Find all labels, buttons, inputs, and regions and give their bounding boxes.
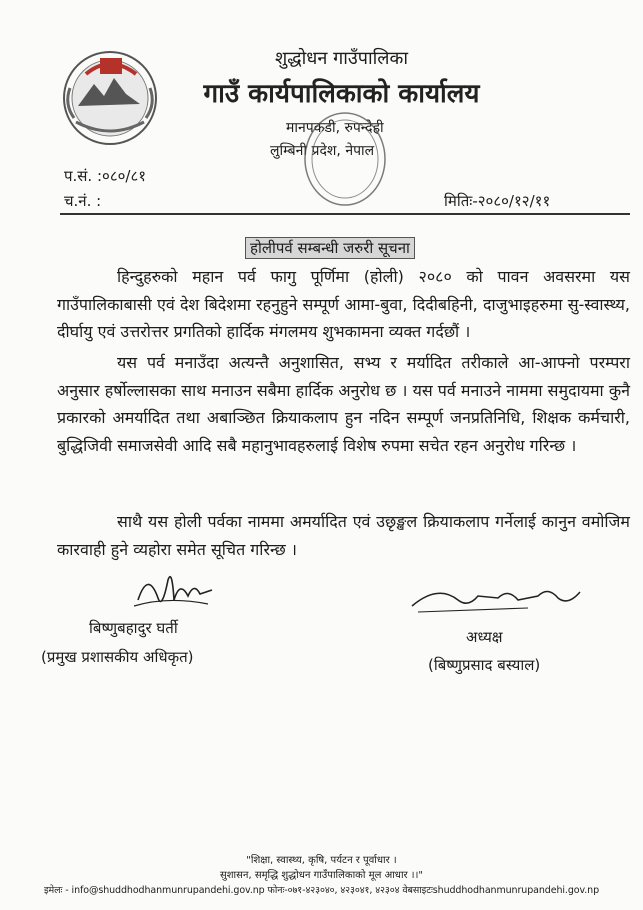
signature-left-icon	[128, 560, 218, 620]
subject-line: होलीपर्व सम्बन्धी जरुरी सूचना	[245, 237, 415, 259]
office-stamp-icon	[303, 110, 387, 208]
office-title: गाउँ कार्यपालिकाको कार्यालय	[203, 79, 480, 109]
office-name: शुद्धोधन गाउँपालिका	[275, 48, 408, 69]
dispatch-number: च.नं. :	[64, 192, 102, 210]
body-paragraph-1: हिन्दुहरुको महान पर्व फागु पूर्णिमा (होली) २०८० को पावन अवसरमा यस गाउँपालिकाबासी एवं देश बिदेशमा रहनुहुने सम्पूर्ण आमा-बुवा, दिदीबहिनी, दाजुभाइहरुमा सु-स्वास्थ्य, दीर्घायु एवं उत्तरोत्तर प्रगतिको हार्दिक मंगलमय शुभकामना व्यक्त गर्दछौं ।	[57, 267, 630, 341]
letter-date: मितिः-२०८०/१२/११	[444, 192, 551, 210]
signatory-right-name: (बिष्णुप्रसाद बस्याल)	[428, 656, 541, 674]
body-paragraph-3: साथै यस होली पर्वका नाममा अमर्यादित एवं उछृङ्खल क्रियाकलाप गर्नेलाई कानुन वमोजिम कारवाही हुने व्यहोरा समेत सूचित गरिन्छ ।	[57, 512, 630, 559]
signatory-left-title: (प्रमुख प्रशासकीय अधिकृत)	[41, 648, 194, 666]
signature-right-icon	[408, 578, 588, 618]
location-line: मानपकडी, रुपन्देही	[286, 120, 384, 136]
province-line: लुम्बिनी प्रदेश, नेपाल	[270, 143, 375, 159]
footer-slogan-2: सुशासन, समृद्धि शुद्धोधन गाउँपालिकाको मूल आधार ।।"	[220, 870, 423, 881]
letter-number: प.सं. :०८०/८१	[64, 167, 147, 185]
signatory-right-title: अध्यक्ष	[466, 628, 503, 646]
header-divider	[60, 213, 630, 215]
footer-slogan-1: "शिक्षा, स्वास्थ्य, कृषि, पर्यटन र पूर्वाधार ।	[246, 855, 397, 866]
signatory-left-name: बिष्णुबहादुर घर्ती	[89, 619, 178, 637]
body-paragraph-2: यस पर्व मनाउँदा अत्यन्तै अनुशासित, सभ्य र मर्यादित तरीकाले आ-आफ्नो परम्परा अनुसार हर्षोल्लासका साथ मनाउन सबैमा हार्दिक अनुरोध छ । यस पर्व मनाउने नाममा समुदायमा कुनै प्रकारको अमर्यादित तथा अबाञ्छित क्रियाकलाप हुन नदिन सम्पूर्ण जनप्रतिनिधि, शिक्षक कर्मचारी, बुद्धिजिवी समाजसेवी आदि सबै महानुभावहरुलाई विशेष रुपमा सचेत रहन अनुरोध गरिन्छ ।	[57, 353, 630, 455]
footer-contact: इमेलः - info@shuddhodhanmunrupandehi.gov.np फोनः-०७१-४२३०४०, ४२३०४१, ४२३०४ वेबसाइटःshuddhodhanmunrupandehi.gov.np	[43, 885, 600, 896]
